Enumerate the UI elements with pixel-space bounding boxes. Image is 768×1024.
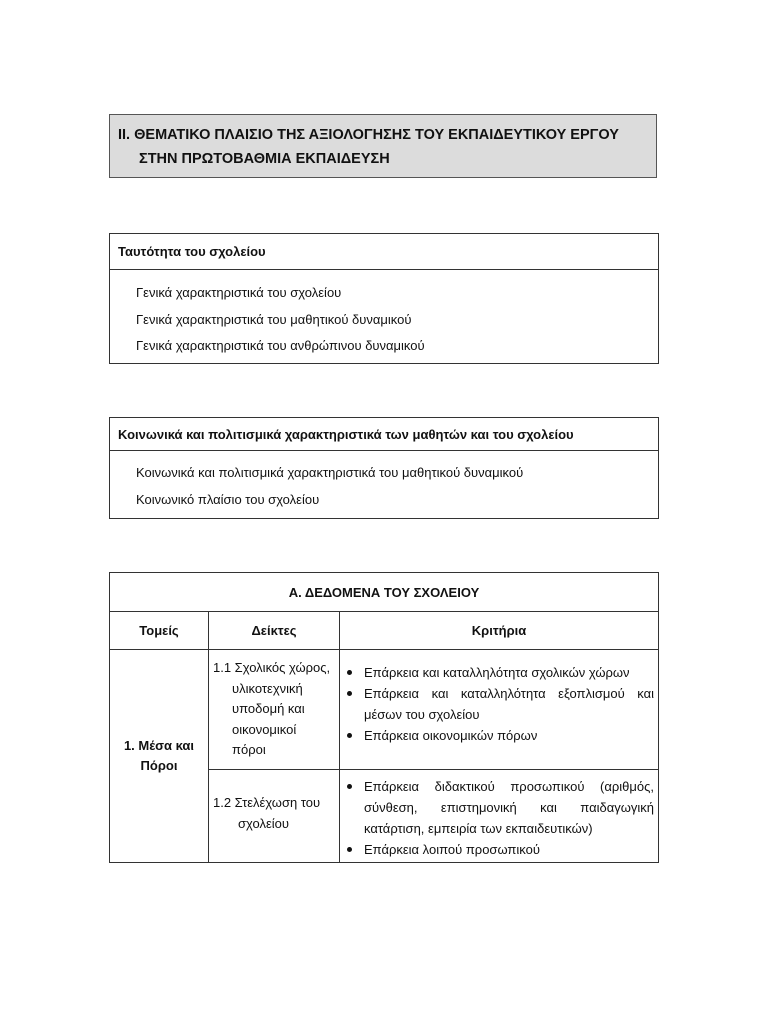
social-cultural-list <box>110 451 658 513</box>
domain-line-2: Πόροι <box>140 758 178 773</box>
social-cultural-box <box>109 417 659 519</box>
list-item: Γενικά χαρακτηριστικά του ανθρώπινου δυναμικού <box>136 338 425 353</box>
indicator-line: οικονομικοί <box>232 721 297 737</box>
header-indicators: Δείκτες <box>209 612 340 650</box>
criteria-list <box>346 662 654 746</box>
list-item: Γενικά χαρακτηριστικά του μαθητικού δυναμικού <box>136 311 412 327</box>
criteria-item: Επάρκεια οικονομικών πόρων <box>346 725 654 746</box>
criteria-list <box>346 776 654 860</box>
section-title-box <box>109 114 657 178</box>
table-row <box>110 650 659 770</box>
table-header-row <box>110 612 659 650</box>
criteria-item: Επάρκεια και καταλληλότητα σχολικών χώρων <box>346 662 654 683</box>
indicator-cell <box>209 650 340 770</box>
domain-cell <box>110 650 209 863</box>
header-domains: Τομείς <box>110 612 209 650</box>
criteria-cell <box>340 770 659 863</box>
table-caption: Α. ΔΕΔΟΜΕΝΑ ΤΟΥ ΣΧΟΛΕΙΟΥ <box>110 573 659 612</box>
school-identity-heading: Ταυτότητα του σχολείου <box>110 234 658 270</box>
indicator-cell <box>209 770 340 863</box>
indicator-first-line: 1.1 Σχολικός χώρος, <box>213 660 331 675</box>
list-item: Κοινωνικό πλαίσιο του σχολείου <box>136 491 320 507</box>
domain-line-1: 1. Μέσα και <box>123 738 195 753</box>
indicator-line: πόροι <box>232 742 266 757</box>
indicator-line: υλικοτεχνική <box>232 680 303 696</box>
criteria-item: Επάρκεια διδακτικού προσωπικού (αριθμός, σύνθεση, επιστημονική και παιδαγωγική κατάρτιση, εμπειρία των εκπαιδευτικών) <box>346 776 654 839</box>
school-data-table <box>109 572 659 863</box>
criteria-item: Επάρκεια λοιπού προσωπικού <box>346 839 654 860</box>
header-criteria: Κριτήρια <box>340 612 659 650</box>
title-line-1: II. ΘΕΜΑΤΙΚΟ ΠΛΑΙΣΙΟ ΤΗΣ ΑΞΙΟΛΟΓΗΣΗΣ ΤΟΥ ΕΚΠΑΙΔΕΥΤΙΚΟΥ ΕΡΓΟΥ <box>118 127 619 143</box>
list-item: Γενικά χαρακτηριστικά του σχολείου <box>136 285 342 300</box>
criteria-item: Επάρκεια και καταλληλότητα εξοπλισμού και μέσων του σχολείου <box>346 683 654 725</box>
indicator-first-line: 1.2 Στελέχωση του <box>213 795 321 810</box>
criteria-cell <box>340 650 659 770</box>
indicator-line: σχολείου <box>238 816 290 831</box>
school-identity-box <box>109 233 659 364</box>
school-identity-list <box>110 270 658 360</box>
social-cultural-heading: Κοινωνικά και πολιτισμικά χαρακτηριστικά των μαθητών και του σχολείου <box>110 418 658 451</box>
title-line-2: ΣΤΗΝ ΠΡΩΤΟΒΑΘΜΙΑ ΕΚΠΑΙΔΕΥΣΗ <box>139 151 390 167</box>
indicator-line: υποδομή και <box>232 701 305 716</box>
list-item: Κοινωνικά και πολιτισμικά χαρακτηριστικά του μαθητικού δυναμικού <box>136 465 524 480</box>
